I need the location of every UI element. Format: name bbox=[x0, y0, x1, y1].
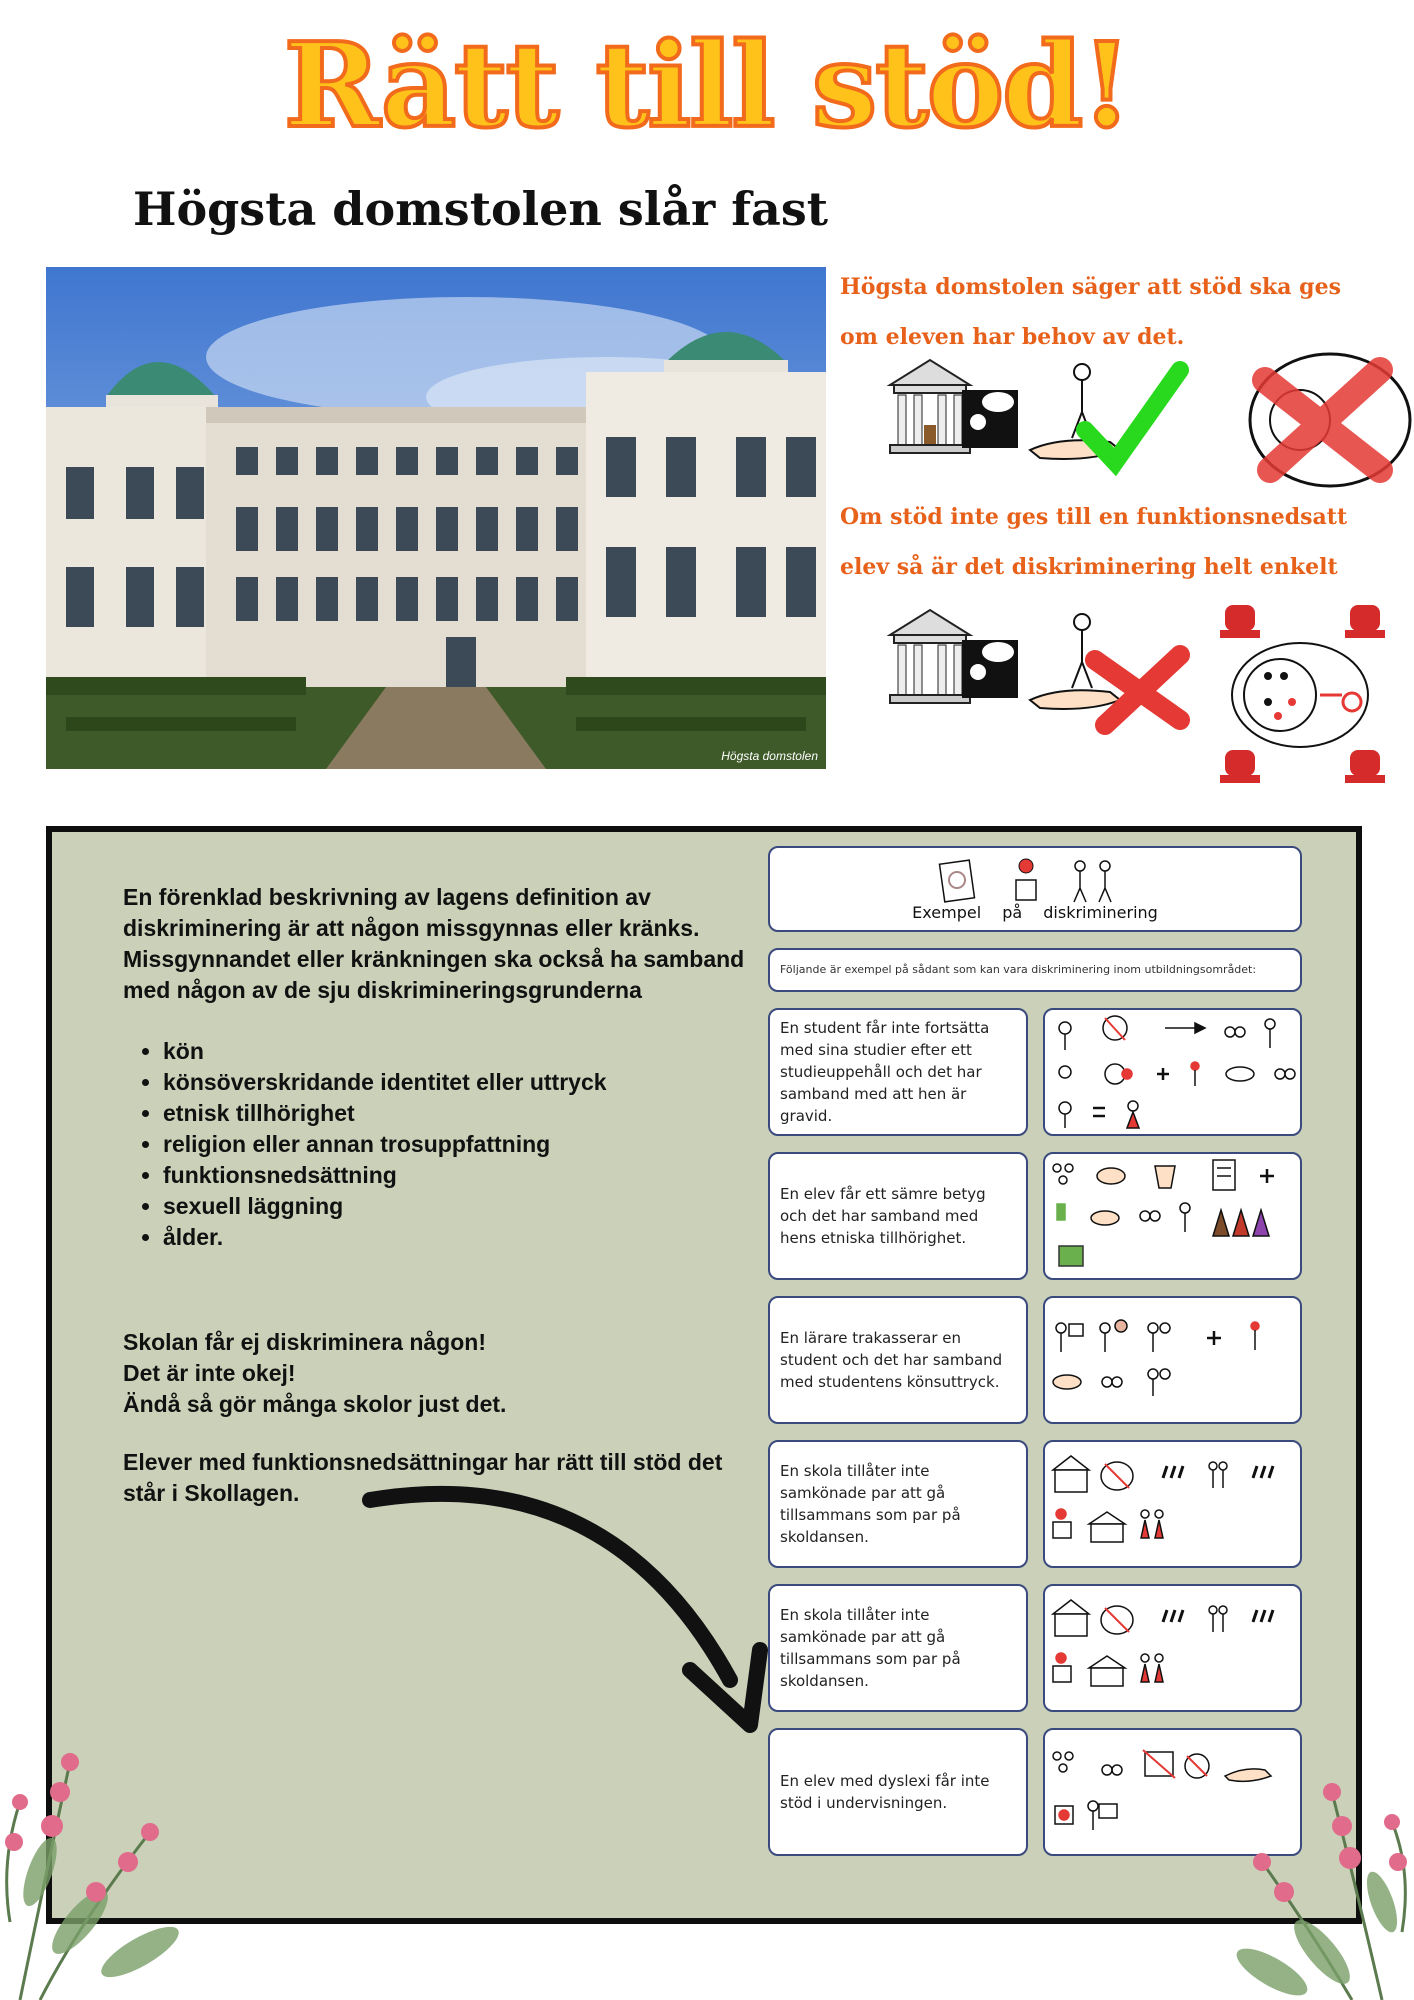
example-text: En skola tillåter inte samkönade par att gå tillsammans som par på skoldansen. bbox=[780, 1462, 961, 1546]
example-symbols-card bbox=[1043, 1584, 1302, 1712]
example-text: En student får inte fortsätta med sina studier efter ett studieuppehåll och det har samband med att hen är gravid. bbox=[780, 1019, 990, 1125]
support-pictogram-row bbox=[880, 350, 1414, 500]
ruling-discrimination-line: Om stöd inte ges till en funktionsnedsatt bbox=[840, 504, 1348, 530]
example-text-card bbox=[768, 1296, 1028, 1424]
example-text-card bbox=[768, 1584, 1028, 1712]
example-text: En elev med dyslexi får inte stöd i undervisningen. bbox=[780, 1772, 990, 1812]
list-item: • religion eller annan trosuppfattning bbox=[163, 1129, 607, 1160]
courthouse-icon bbox=[890, 360, 970, 453]
page-subtitle: Högsta domstolen slår fast bbox=[133, 182, 828, 236]
ruling-support-line: om eleven har behov av det. bbox=[840, 324, 1185, 350]
example-symbols-card bbox=[1043, 1296, 1302, 1424]
list-item: • funktionsnedsättning bbox=[163, 1160, 607, 1191]
flower-decoration-right bbox=[1232, 1762, 1414, 2000]
speech-icon bbox=[962, 390, 1018, 448]
examples-intro: Följande är exempel på sådant som kan vara diskriminering inom utbildningsområdet: bbox=[768, 948, 1302, 992]
example-symbols-card bbox=[1043, 1008, 1302, 1136]
list-item: • kön bbox=[163, 1036, 607, 1067]
ruling-support-line: Högsta domstolen säger att stöd ska ges bbox=[840, 274, 1341, 300]
pictogram-row bbox=[1045, 1010, 1300, 1134]
list-item: • sexuell läggning bbox=[163, 1191, 607, 1222]
exclusion-crossed-icon bbox=[1250, 354, 1410, 486]
definition-text: En förenklad beskrivning av lagens definition av diskriminering är att någon missgynnas eller kränks. Missgynnandet eller kränkningen ska också ha samband med någon av de sju diskrimineringsgrunderna bbox=[123, 884, 745, 1003]
example-text: En skola tillåter inte samkönade par att gå tillsammans som par på skoldansen. bbox=[780, 1606, 961, 1690]
checkmark-icon bbox=[1085, 370, 1180, 462]
school-statement bbox=[123, 1327, 506, 1420]
excluded-group-icon bbox=[1232, 643, 1368, 747]
example-symbols-card bbox=[1043, 1440, 1302, 1568]
pictogram-row bbox=[1045, 1442, 1300, 1566]
list-item: • ålder. bbox=[163, 1222, 607, 1253]
ruling-discrimination-line: elev så är det diskriminering helt enkelt bbox=[840, 554, 1338, 580]
example-text-card bbox=[768, 1728, 1028, 1856]
speech-icon bbox=[962, 640, 1018, 698]
statement-line: Skolan får ej diskriminera någon! bbox=[123, 1329, 486, 1355]
pictogram-row bbox=[1045, 1586, 1300, 1710]
court-building-photo bbox=[46, 267, 826, 769]
statement-line: Det är inte okej! bbox=[123, 1360, 296, 1386]
courthouse-icon bbox=[890, 610, 970, 703]
example-text: En lärare trakasserar en student och det har samband med studentens könsuttryck. bbox=[780, 1329, 1003, 1391]
example-text-card bbox=[768, 1152, 1028, 1280]
discrimination-pictogram-row bbox=[880, 590, 1414, 790]
support-right-text: Elever med funktionsnedsättningar har rätt till stöd det står i Skollagen. bbox=[123, 1449, 723, 1506]
list-item: • könsöverskridande identitet eller uttryck bbox=[163, 1067, 607, 1098]
red-cross-icon bbox=[1095, 655, 1180, 725]
example-text-card bbox=[768, 1008, 1028, 1136]
examples-header-label: Exempel på diskriminering bbox=[912, 903, 1158, 922]
page-title: Rätt till stöd! bbox=[283, 18, 1131, 154]
pictogram-row bbox=[1045, 1298, 1300, 1422]
pictogram-row bbox=[1045, 1154, 1300, 1278]
ruling-discrimination-text bbox=[840, 492, 1410, 592]
statement-line: Ändå så gör många skolor just det. bbox=[123, 1391, 507, 1417]
curved-arrow-icon bbox=[360, 1480, 780, 1740]
example-text: En elev får ett sämre betyg och det har samband med hens etniska tillhörighet. bbox=[780, 1185, 986, 1247]
photo-caption: Högsta domstolen bbox=[721, 749, 818, 763]
list-item: • etnisk tillhörighet bbox=[163, 1098, 607, 1129]
discrimination-grounds-list bbox=[123, 1036, 607, 1253]
example-text-card bbox=[768, 1440, 1028, 1568]
ruling-support-text bbox=[840, 262, 1410, 362]
flower-decoration-left bbox=[0, 1722, 200, 2000]
example-symbols-card bbox=[1043, 1152, 1302, 1280]
examples-header-card bbox=[768, 846, 1302, 932]
examples-header-pictograms bbox=[930, 856, 1150, 906]
